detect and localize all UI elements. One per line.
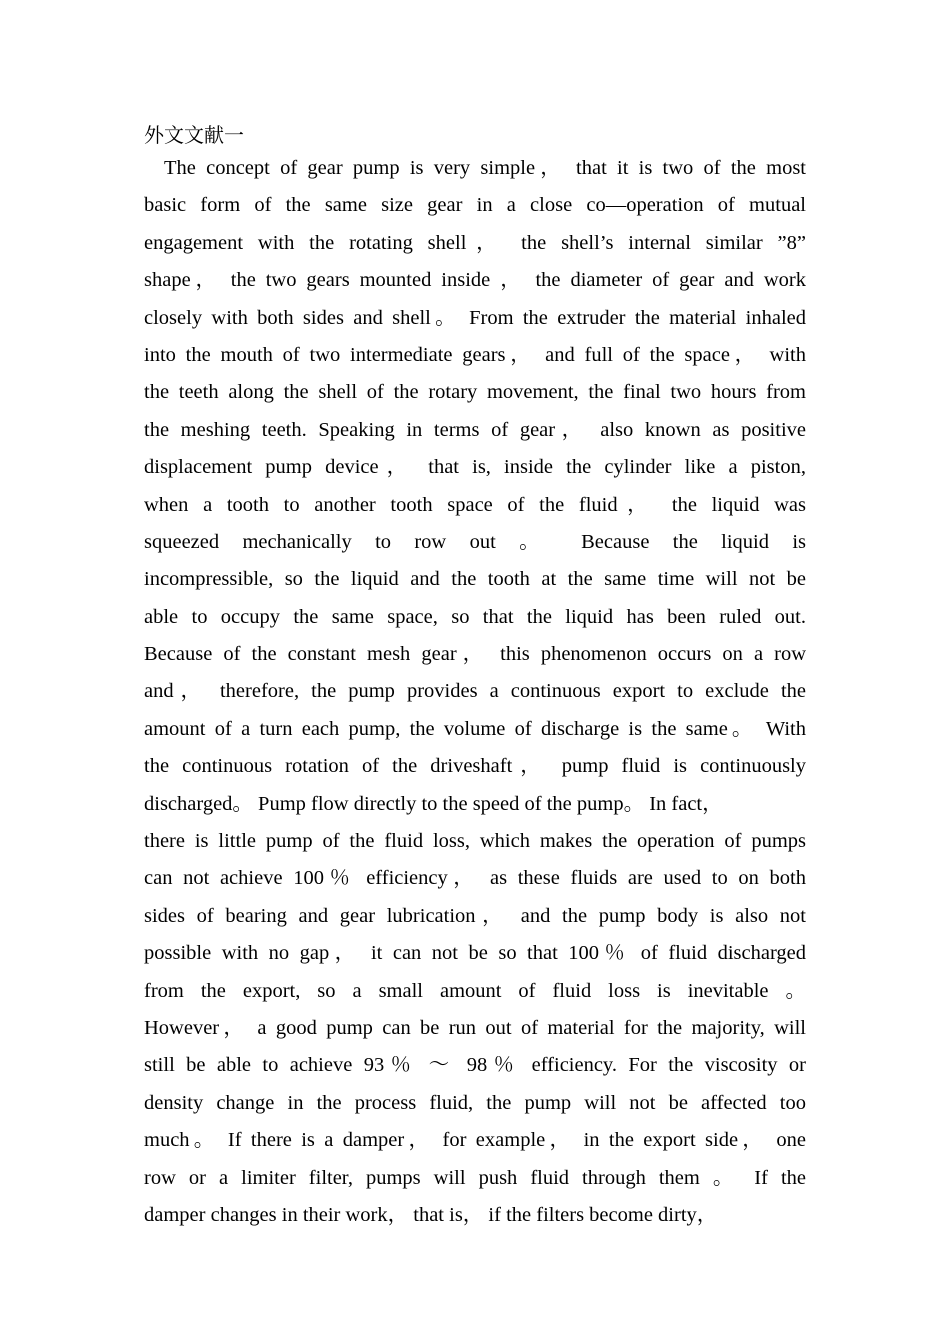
paragraph-line: engagement with the rotating shell， the shell’s internal similar ”8” — [144, 231, 806, 254]
document-body — [144, 120, 806, 1234]
paragraph-line: The concept of gear pump is very simple， that it is two of the most — [164, 157, 806, 179]
paragraph-line: possible with no gap， it can not be so that 100％ of fluid discharged — [144, 942, 806, 965]
paragraph-line: closely with both sides and shell。 From the extruder the material inhaled — [144, 306, 806, 329]
paragraph-line: incompressible, so the liquid and the tooth at the same time will not be — [144, 568, 806, 591]
paragraph-line: Because of the constant mesh gear， this phenomenon occurs on a row — [144, 643, 806, 666]
paragraph-line: row or a limiter filter, pumps will push fluid through them 。 If the — [144, 1166, 806, 1189]
paragraph — [144, 150, 806, 1234]
paragraph-line: able to occupy the same space, so that the liquid has been ruled out. — [144, 605, 806, 628]
paragraph-line: damper changes in their work， that is， if the filters become dirty， — [144, 1203, 718, 1226]
paragraph-line: discharged。 Pump flow directly to the speed of the pump。 In fact， — [144, 792, 723, 815]
paragraph-line: sides of bearing and gear lubrication， and the pump body is also not — [144, 904, 806, 927]
paragraph-line: amount of a turn each pump, the volume of discharge is the same。 With — [144, 717, 806, 740]
paragraph-line: density change in the process fluid, the pump will not be affected too — [144, 1091, 806, 1114]
paragraph-line: the meshing teeth. Speaking in terms of gear， also known as positive — [144, 418, 806, 441]
document-heading: 外文文献一 — [144, 123, 244, 147]
paragraph-line: shape， the two gears mounted inside ， the diameter of gear and work — [144, 269, 806, 292]
paragraph-line: displacement pump device， that is, inside the cylinder like a piston, — [144, 456, 806, 479]
paragraph-line: and， therefore, the pump provides a continuous export to exclude the — [144, 680, 806, 703]
paragraph-line: there is little pump of the fluid loss, which makes the operation of pumps — [144, 830, 806, 853]
paragraph-line: can not achieve 100％ efficiency， as these fluids are used to on both — [144, 867, 806, 890]
paragraph-line: the continuous rotation of the driveshaft， pump fluid is continuously — [144, 755, 806, 778]
paragraph-line: the teeth along the shell of the rotary movement, the final two hours from — [144, 381, 806, 404]
paragraph-line: into the mouth of two intermediate gears， and full of the space， with — [144, 343, 806, 366]
paragraph-line: basic form of the same size gear in a close co—operation of mutual — [144, 194, 806, 217]
paragraph-line: from the export, so a small amount of fluid loss is inevitable 。 — [144, 979, 806, 1002]
paragraph-line: much。 If there is a damper， for example， in the export side， one — [144, 1129, 806, 1152]
paragraph-line: However， a good pump can be run out of material for the majority, will — [144, 1016, 806, 1039]
paragraph-line: when a tooth to another tooth space of the fluid， the liquid was — [144, 493, 806, 516]
paragraph-line: squeezed mechanically to row out 。 Because the liquid is — [144, 530, 806, 553]
paragraph-line: still be able to achieve 93％ ～ 98％ efficiency. For the viscosity or — [144, 1054, 806, 1077]
